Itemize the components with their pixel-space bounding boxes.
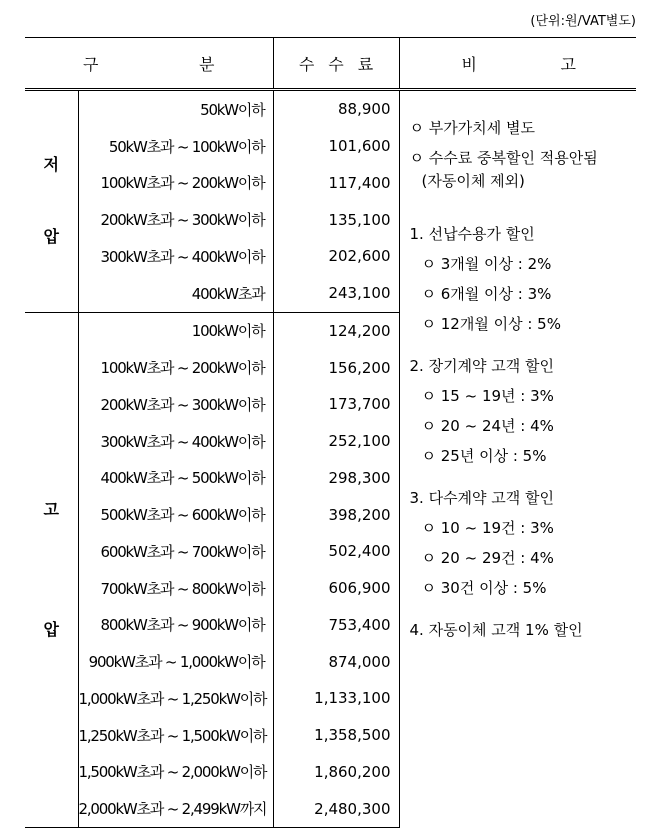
capacity-range: 300kW초과 ~ 400kW이하 [78,423,273,460]
fee-value: 173,700 [273,386,399,423]
header-fee [273,38,399,90]
low-voltage-label-bottom: 압 [43,227,59,247]
fee-value: 252,100 [273,423,399,460]
fee-value: 298,300 [273,460,399,497]
long-term-item: ㅇ 15 ~ 19년 : 3% [421,387,554,405]
capacity-range: 500kW초과 ~ 600kW이하 [78,496,273,533]
header-remark-left: 비 [461,54,477,74]
auto-pay-remark: 4. 자동이체 고객 1% 할인 [409,621,583,639]
capacity-range: 900kW초과 ~ 1,000kW이하 [78,643,273,680]
capacity-range: 1,000kW초과 ~ 1,250kW이하 [78,680,273,717]
long-term-item: ㅇ 20 ~ 24년 : 4% [421,417,554,435]
prepay-item: ㅇ 6개월 이상 : 3% [421,285,552,303]
fee-value: 202,600 [273,238,399,275]
fee-value: 502,400 [273,533,399,570]
fee-value: 243,100 [273,275,399,312]
fee-value: 101,600 [273,128,399,165]
header-category-left: 구 [83,54,99,74]
table-row [25,90,636,128]
low-voltage-label-top: 저 [43,155,59,175]
capacity-range: 100kW초과 ~ 200kW이하 [78,165,273,202]
capacity-range: 800kW초과 ~ 900kW이하 [78,607,273,644]
capacity-range: 1,250kW초과 ~ 1,500kW이하 [78,717,273,754]
header-category-right: 분 [199,54,215,74]
capacity-range: 600kW초과 ~ 700kW이하 [78,533,273,570]
low-voltage-label [25,90,78,313]
multi-item: ㅇ 20 ~ 29건 : 4% [421,549,554,567]
capacity-range: 100kW이하 [78,312,273,349]
capacity-range: 700kW초과 ~ 800kW이하 [78,570,273,607]
remark-no-dup-sub: (자동이체 제외) [421,172,525,190]
fee-value: 135,100 [273,201,399,238]
fee-value: 1,860,200 [273,754,399,791]
capacity-range: 200kW초과 ~ 300kW이하 [78,201,273,238]
remark-vat: ㅇ 부가가치세 별도 [409,119,535,137]
fee-value: 874,000 [273,643,399,680]
header-remark [399,38,636,90]
capacity-range: 50kW이하 [78,90,273,128]
prepay-title: 1. 선납수용가 할인 [409,225,535,243]
capacity-range: 400kW초과 ~ 500kW이하 [78,460,273,497]
remark-no-dup: ㅇ 수수료 중복할인 적용안됨 [409,149,598,167]
fee-value: 606,900 [273,570,399,607]
fee-value: 117,400 [273,165,399,202]
header-category [25,38,273,90]
capacity-range: 50kW초과 ~ 100kW이하 [78,128,273,165]
high-voltage-label-bottom: 압 [43,619,59,639]
unit-note: (단위:원/VAT별도) [530,14,636,29]
capacity-range: 300kW초과 ~ 400kW이하 [78,238,273,275]
header-remark-right: 고 [560,54,576,74]
high-voltage-label-top: 고 [43,499,59,519]
capacity-range: 100kW초과 ~ 200kW이하 [78,349,273,386]
high-voltage-label [25,312,78,828]
fee-table [25,37,636,828]
fee-value: 2,480,300 [273,790,399,827]
capacity-range: 2,000kW초과 ~ 2,499kW까지 [78,790,273,827]
multi-item: ㅇ 10 ~ 19건 : 3% [421,519,554,537]
fee-value: 124,200 [273,312,399,349]
remarks-cell [399,90,636,828]
fee-value: 1,358,500 [273,717,399,754]
fee-value: 398,200 [273,496,399,533]
capacity-range: 200kW초과 ~ 300kW이하 [78,386,273,423]
table-header [25,38,636,90]
capacity-range: 1,500kW초과 ~ 2,000kW이하 [78,754,273,791]
prepay-item: ㅇ 3개월 이상 : 2% [421,255,552,273]
fee-value: 156,200 [273,349,399,386]
prepay-item: ㅇ 12개월 이상 : 5% [421,315,561,333]
long-term-title: 2. 장기계약 고객 할인 [409,357,555,375]
multi-item: ㅇ 30건 이상 : 5% [421,579,547,597]
header-fee-label: 수수료 [298,54,388,74]
fee-value: 1,133,100 [273,680,399,717]
long-term-item: ㅇ 25년 이상 : 5% [421,447,547,465]
fee-value: 88,900 [273,90,399,128]
multi-title: 3. 다수계약 고객 할인 [409,489,555,507]
fee-value: 753,400 [273,607,399,644]
capacity-range: 400kW초과 [78,275,273,312]
